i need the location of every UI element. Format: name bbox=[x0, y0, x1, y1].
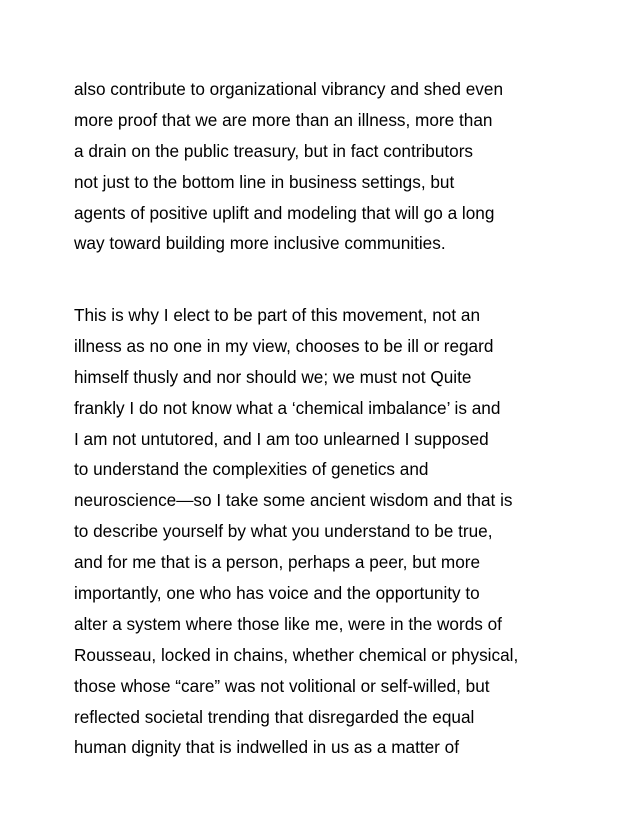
text-line: reflected societal trending that disregarded the equal bbox=[74, 706, 475, 727]
text-line: to describe yourself by what you understand to be true, bbox=[74, 521, 493, 542]
text-line: way toward building more inclusive communities. bbox=[74, 233, 446, 254]
text-line: a drain on the public treasury, but in fact contributors bbox=[74, 140, 474, 161]
text-line: human dignity that is indwelled in us as a matter of bbox=[74, 737, 460, 758]
text-line: neuroscience—so I take some ancient wisdom and that is bbox=[74, 490, 513, 511]
text-line: and for me that is a person, perhaps a peer, but more bbox=[74, 552, 481, 573]
text-line: I am not untutored, and I am too unlearned I supposed bbox=[74, 428, 489, 449]
text-line: frankly I do not know what a ‘chemical imbalance’ is and bbox=[74, 397, 501, 418]
text-line: those whose “care” was not volitional or self-willed, but bbox=[74, 675, 490, 696]
text-line: more proof that we are more than an illness, more than bbox=[74, 109, 493, 130]
paragraph-2 bbox=[74, 300, 518, 763]
text-line: not just to the bottom line in business settings, but bbox=[74, 171, 455, 192]
text-line: himself thusly and nor should we; we must not Quite bbox=[74, 366, 472, 387]
text-line: This is why I elect to be part of this movement, not an bbox=[74, 305, 481, 325]
text-line: also contribute to organizational vibrancy and shed even bbox=[74, 79, 504, 99]
text-line: importantly, one who has voice and the opportunity to bbox=[74, 583, 480, 604]
text-line: to understand the complexities of genetics and bbox=[74, 459, 429, 480]
text-line: agents of positive uplift and modeling that will go a long bbox=[74, 202, 495, 223]
text-line: illness as no one in my view, chooses to be ill or regard bbox=[74, 335, 494, 356]
text-line: Rousseau, locked in chains, whether chemical or physical, bbox=[74, 644, 519, 665]
text-line: alter a system where those like me, were in the words of bbox=[74, 613, 502, 634]
paragraph-1 bbox=[74, 74, 503, 259]
